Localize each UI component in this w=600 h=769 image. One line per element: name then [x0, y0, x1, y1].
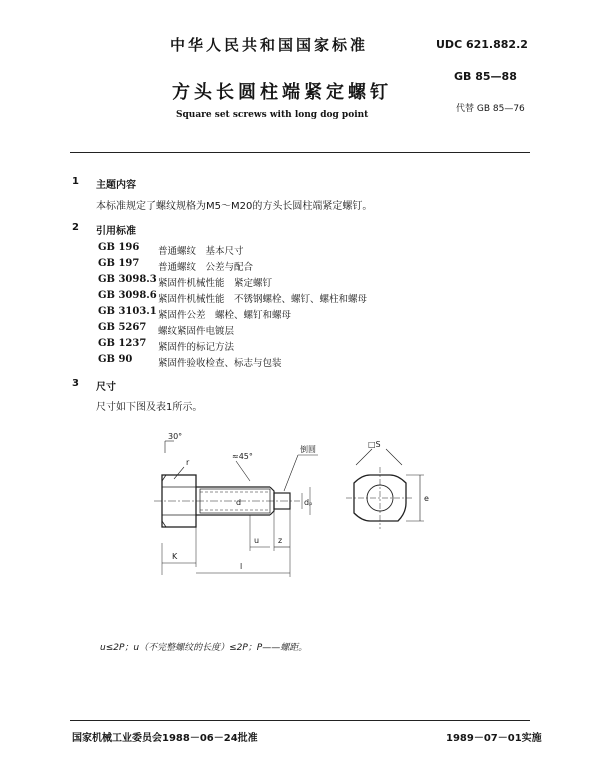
document-title: 方头长圆柱端紧定螺钉: [172, 82, 392, 103]
reference-title: 紧固件机械性能 紧定螺钉: [158, 278, 273, 289]
reference-code: GB 3098.6: [98, 290, 157, 301]
replaces-standard: 代替 GB 85—76: [456, 104, 525, 114]
reference-code: GB 196: [98, 242, 140, 253]
document-title-english: Square set screws with long dog point: [176, 110, 369, 120]
radius-label: r: [186, 458, 190, 467]
angle-label: 30°: [168, 432, 183, 441]
reference-title: 普通螺纹 公差与配合: [158, 262, 254, 273]
reference-title: 紧固件验收检查、标志与包装: [158, 358, 282, 369]
footer-divider: [70, 720, 530, 721]
dp-label: dₚ: [304, 498, 313, 507]
reference-title: 紧固件公差 螺栓、螺钉和螺母: [158, 310, 292, 321]
chamfer-label: ≈45°: [232, 452, 253, 461]
reference-code: GB 3103.1: [98, 306, 157, 317]
e-label: e: [424, 494, 429, 503]
reference-code: GB 197: [98, 258, 140, 269]
section-title: 主题内容: [96, 180, 136, 191]
section-text: 尺寸如下图及表1所示。: [96, 402, 203, 413]
reference-title: 普通螺纹 基本尺寸: [158, 246, 244, 257]
end-view: [346, 449, 424, 529]
section-number: 1: [72, 176, 79, 187]
rounded-label: 倒圆: [300, 445, 316, 454]
approval-info: 国家机械工业委员会1988－06－24批准: [72, 733, 258, 744]
k-label: K: [172, 552, 178, 561]
s-label: □S: [368, 440, 381, 449]
reference-title: 螺纹紧固件电镀层: [158, 326, 235, 337]
section-text: 本标准规定了螺纹规格为M5～M20的方头长圆柱端紧定螺钉。: [96, 201, 373, 212]
reference-code: GB 1237: [98, 338, 147, 349]
effective-date: 1989－07－01实施: [446, 733, 542, 744]
reference-title: 紧固件的标记方法: [158, 342, 235, 353]
national-standard-title: 中华人民共和国国家标准: [170, 36, 369, 54]
l-label: l: [240, 562, 243, 571]
reference-code: GB 3098.3: [98, 274, 157, 285]
section-title: 引用标准: [96, 226, 136, 237]
screw-drawing: [140, 425, 440, 585]
section-number: 2: [72, 222, 79, 233]
udc-code: UDC 621.882.2: [436, 38, 528, 51]
reference-code: GB 90: [98, 354, 133, 365]
figure-note: u≤2P；u（不完整螺纹的长度）≤2P；P——螺距。: [100, 643, 308, 653]
header-divider: [70, 152, 530, 153]
reference-title: 紧固件机械性能 不锈钢螺栓、螺钉、螺柱和螺母: [158, 294, 368, 305]
d-label: d: [236, 498, 242, 507]
side-view: [154, 441, 318, 577]
section-number: 3: [72, 378, 79, 389]
u-label: u: [254, 536, 260, 545]
reference-code: GB 5267: [98, 322, 147, 333]
section-title: 尺寸: [96, 382, 116, 393]
standard-number: GB 85—88: [454, 70, 517, 83]
z-label: z: [278, 536, 283, 545]
